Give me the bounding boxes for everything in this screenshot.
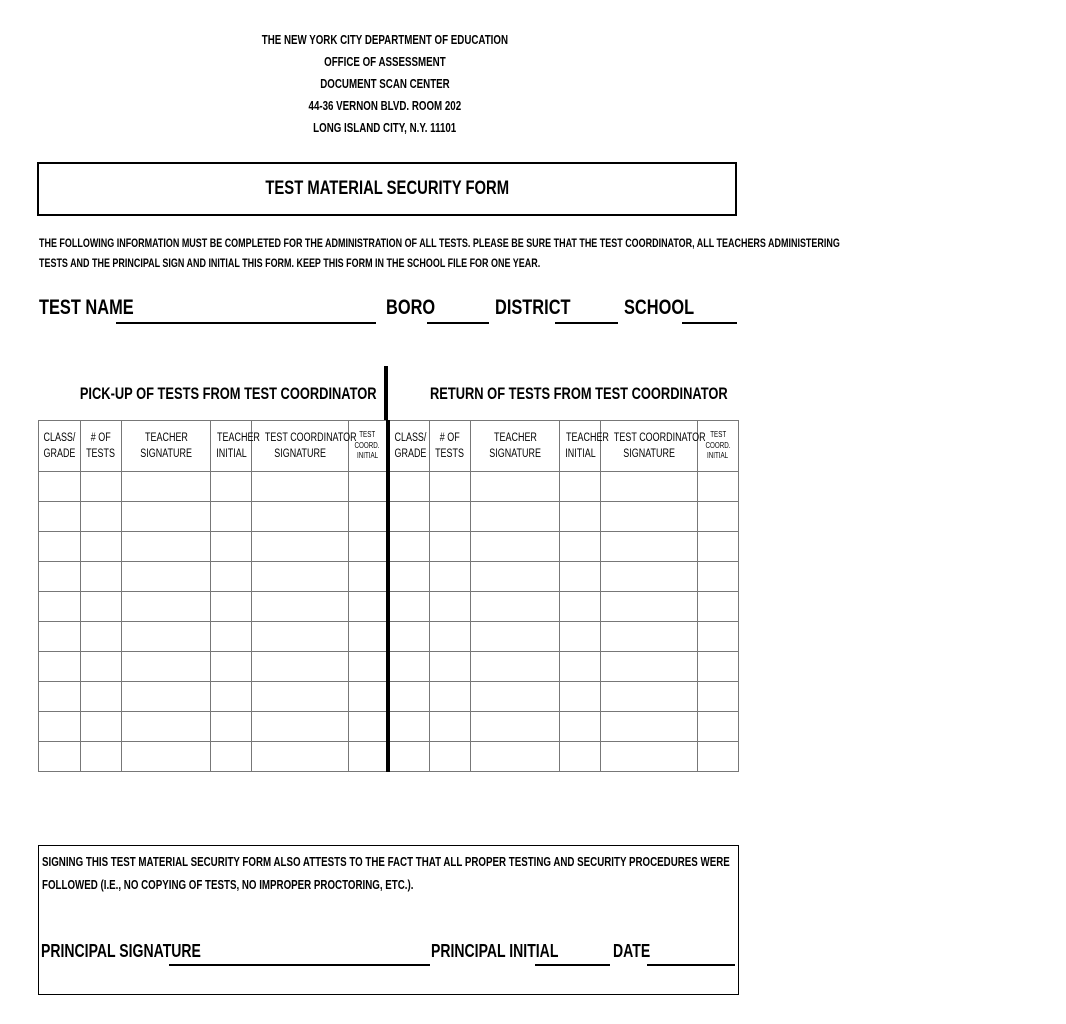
table-cell[interactable] [39,592,81,622]
principal-initial-field[interactable] [535,964,610,966]
table-cell[interactable] [39,532,81,562]
table-row [39,562,739,592]
table-cell[interactable] [349,592,388,622]
table-cell[interactable] [471,652,560,682]
col-num-tests: # OF TESTS [81,421,122,472]
section-divider [384,366,388,421]
table-cell[interactable] [601,502,698,532]
table-cell[interactable] [39,562,81,592]
table-cell[interactable] [430,532,471,562]
table-cell[interactable] [601,712,698,742]
table-cell[interactable] [211,712,252,742]
table-cell[interactable] [349,532,388,562]
table-cell[interactable] [252,532,349,562]
table-cell[interactable] [39,622,81,652]
col-tc-signature: TEST COORDINATOR SIGNATURE [601,421,698,472]
table-cell[interactable] [211,652,252,682]
col-tc-initial: TEST COORD. INITIAL [698,421,739,472]
table-cell[interactable] [81,622,122,652]
table-cell[interactable] [560,742,601,772]
table-cell[interactable] [349,472,388,502]
return-section-title: RETURN OF TESTS FROM TEST COORDINATOR [429,385,728,403]
table-cell[interactable] [430,502,471,532]
table-cell[interactable] [81,532,122,562]
table-cell[interactable] [601,652,698,682]
pickup-section-title: PICK-UP OF TESTS FROM TEST COORDINATOR [79,385,377,403]
table-cell[interactable] [211,742,252,772]
table-row [39,532,739,562]
table-cell[interactable] [560,472,601,502]
table-cell[interactable] [252,592,349,622]
attestation-text [42,851,924,897]
table-cell[interactable] [39,682,81,712]
table-cell[interactable] [81,712,122,742]
header-line-1: THE NEW YORK CITY DEPARTMENT OF EDUCATION [261,33,509,47]
boro-label: BORO [386,296,436,319]
table-cell[interactable] [430,472,471,502]
table-cell[interactable] [122,652,211,682]
boro-field[interactable] [427,322,489,324]
table-cell[interactable] [471,742,560,772]
col-num-tests: # OF TESTS [430,421,471,472]
table-row [39,652,739,682]
principal-signature-field[interactable] [169,964,430,966]
table-cell[interactable] [601,682,698,712]
table-cell[interactable] [471,622,560,652]
table-cell[interactable] [388,592,430,622]
date-label: DATE [613,941,651,961]
col-tc-initial: TEST COORD. INITIAL [349,421,388,472]
table-cell[interactable] [252,622,349,652]
test-name-field[interactable] [116,322,376,324]
table-cell[interactable] [698,652,739,682]
table-cell[interactable] [560,682,601,712]
test-info-fields [39,296,739,326]
table-cell[interactable] [698,682,739,712]
table-cell[interactable] [560,712,601,742]
test-log-table [38,420,739,772]
table-cell[interactable] [122,682,211,712]
date-field[interactable] [647,964,735,966]
table-cell[interactable] [560,562,601,592]
table-cell[interactable] [252,652,349,682]
table-cell[interactable] [252,742,349,772]
attestation-line-2: FOLLOWED (I.E., NO COPYING OF TESTS, NO IMPROPER PROCTORING, ETC.). [42,878,414,892]
table-cell[interactable] [388,532,430,562]
table-row [39,502,739,532]
table-cell[interactable] [81,652,122,682]
table-cell[interactable] [388,682,430,712]
table-cell[interactable] [430,592,471,622]
table-row [39,622,739,652]
table-cell[interactable] [430,742,471,772]
col-teacher-signature: TEACHER SIGNATURE [122,421,211,472]
table-cell[interactable] [211,622,252,652]
col-teacher-initial: TEACHER INITIAL [560,421,601,472]
table-cell[interactable] [471,532,560,562]
table-cell[interactable] [349,622,388,652]
table-cell[interactable] [388,562,430,592]
school-field[interactable] [682,322,737,324]
table-cell[interactable] [430,682,471,712]
table-cell[interactable] [349,742,388,772]
table-cell[interactable] [211,682,252,712]
table-cell[interactable] [349,502,388,532]
district-field[interactable] [555,322,618,324]
header-line-2: OFFICE OF ASSESSMENT [324,55,446,69]
principal-initial-label: PRINCIPAL INITIAL [431,941,559,961]
table-header-row [39,421,739,472]
table-cell[interactable] [39,712,81,742]
col-class-grade: CLASS/ GRADE [388,421,430,472]
table-cell[interactable] [471,502,560,532]
table-row [39,472,739,502]
table-cell[interactable] [698,622,739,652]
table-cell[interactable] [698,742,739,772]
table-cell[interactable] [698,562,739,592]
table-cell[interactable] [252,712,349,742]
signature-row [41,941,741,971]
table-cell[interactable] [122,502,211,532]
table-cell[interactable] [471,592,560,622]
table-cell[interactable] [698,712,739,742]
table-cell[interactable] [601,592,698,622]
table-cell[interactable] [388,742,430,772]
school-label: SCHOOL [624,296,695,319]
table-cell[interactable] [122,472,211,502]
col-teacher-signature: TEACHER SIGNATURE [471,421,560,472]
table-cell[interactable] [211,562,252,592]
table-cell[interactable] [252,472,349,502]
table-cell[interactable] [349,712,388,742]
table-cell[interactable] [349,562,388,592]
table-cell[interactable] [81,742,122,772]
table-cell[interactable] [601,472,698,502]
table-cell[interactable] [698,502,739,532]
table-cell[interactable] [601,562,698,592]
table-cell[interactable] [430,562,471,592]
table-cell[interactable] [601,742,698,772]
header-line-3: DOCUMENT SCAN CENTER [320,77,450,91]
table-cell[interactable] [122,532,211,562]
table-cell[interactable] [81,562,122,592]
table-cell[interactable] [560,652,601,682]
table-body [39,472,739,772]
table-cell[interactable] [388,712,430,742]
table-cell[interactable] [252,502,349,532]
table-cell[interactable] [252,682,349,712]
table-cell[interactable] [122,592,211,622]
table-cell[interactable] [349,682,388,712]
table-cell[interactable] [471,682,560,712]
intro-line-1: THE FOLLOWING INFORMATION MUST BE COMPLETED FOR THE ADMINISTRATION OF ALL TESTS. PLEASE BE SURE THAT THE TEST COORDINATOR, ALL TEACHERS ADMINISTERING [39,238,840,250]
table-cell[interactable] [560,502,601,532]
form-title-box [37,162,737,216]
intro-line-2: TESTS AND THE PRINCIPAL SIGN AND INITIAL THIS FORM. KEEP THIS FORM IN THE SCHOOL FILE FOR ONE YEAR. [39,258,541,270]
form-title: TEST MATERIAL SECURITY FORM [265,178,509,199]
table-cell[interactable] [430,712,471,742]
table-cell[interactable] [698,472,739,502]
table-cell[interactable] [122,622,211,652]
table-cell[interactable] [122,742,211,772]
table-cell[interactable] [211,532,252,562]
attestation-box [38,845,739,995]
principal-signature-label: PRINCIPAL SIGNATURE [41,941,201,961]
col-class-grade: CLASS/ GRADE [39,421,81,472]
table-cell[interactable] [211,472,252,502]
table-cell[interactable] [560,592,601,622]
table-row [39,742,739,772]
table-cell[interactable] [698,592,739,622]
table-cell[interactable] [211,502,252,532]
col-teacher-initial: TEACHER INITIAL [211,421,252,472]
table-cell[interactable] [252,562,349,592]
table-cell[interactable] [39,472,81,502]
table-cell[interactable] [560,532,601,562]
header-line-4: 44-36 VERNON BLVD. ROOM 202 [308,99,462,113]
attestation-line-1: SIGNING THIS TEST MATERIAL SECURITY FORM ALSO ATTESTS TO THE FACT THAT ALL PROPER TESTING AND SECURITY PROCEDURES WERE [42,855,730,869]
table-cell[interactable] [430,622,471,652]
table-cell[interactable] [388,652,430,682]
table-cell[interactable] [601,532,698,562]
table-cell[interactable] [560,622,601,652]
table-cell[interactable] [698,532,739,562]
table-cell[interactable] [211,592,252,622]
table-cell[interactable] [122,562,211,592]
table-cell[interactable] [471,472,560,502]
table-cell[interactable] [388,502,430,532]
table-cell[interactable] [81,502,122,532]
table-cell[interactable] [430,652,471,682]
table-row [39,712,739,742]
table-cell[interactable] [601,622,698,652]
table-cell[interactable] [39,652,81,682]
table-cell[interactable] [471,562,560,592]
table-cell[interactable] [122,712,211,742]
table-cell[interactable] [81,592,122,622]
district-label: DISTRICT [495,296,571,319]
table-cell[interactable] [349,652,388,682]
table-row [39,682,739,712]
table-cell[interactable] [39,502,81,532]
table-cell[interactable] [388,472,430,502]
table-cell[interactable] [388,622,430,652]
test-name-label: TEST NAME [39,296,134,319]
table-cell[interactable] [81,682,122,712]
table-cell[interactable] [81,472,122,502]
col-tc-signature: TEST COORDINATOR SIGNATURE [252,421,349,472]
table-row [39,592,739,622]
header-line-5: LONG ISLAND CITY, N.Y. 11101 [313,121,457,135]
table-cell[interactable] [39,742,81,772]
table-cell[interactable] [471,712,560,742]
